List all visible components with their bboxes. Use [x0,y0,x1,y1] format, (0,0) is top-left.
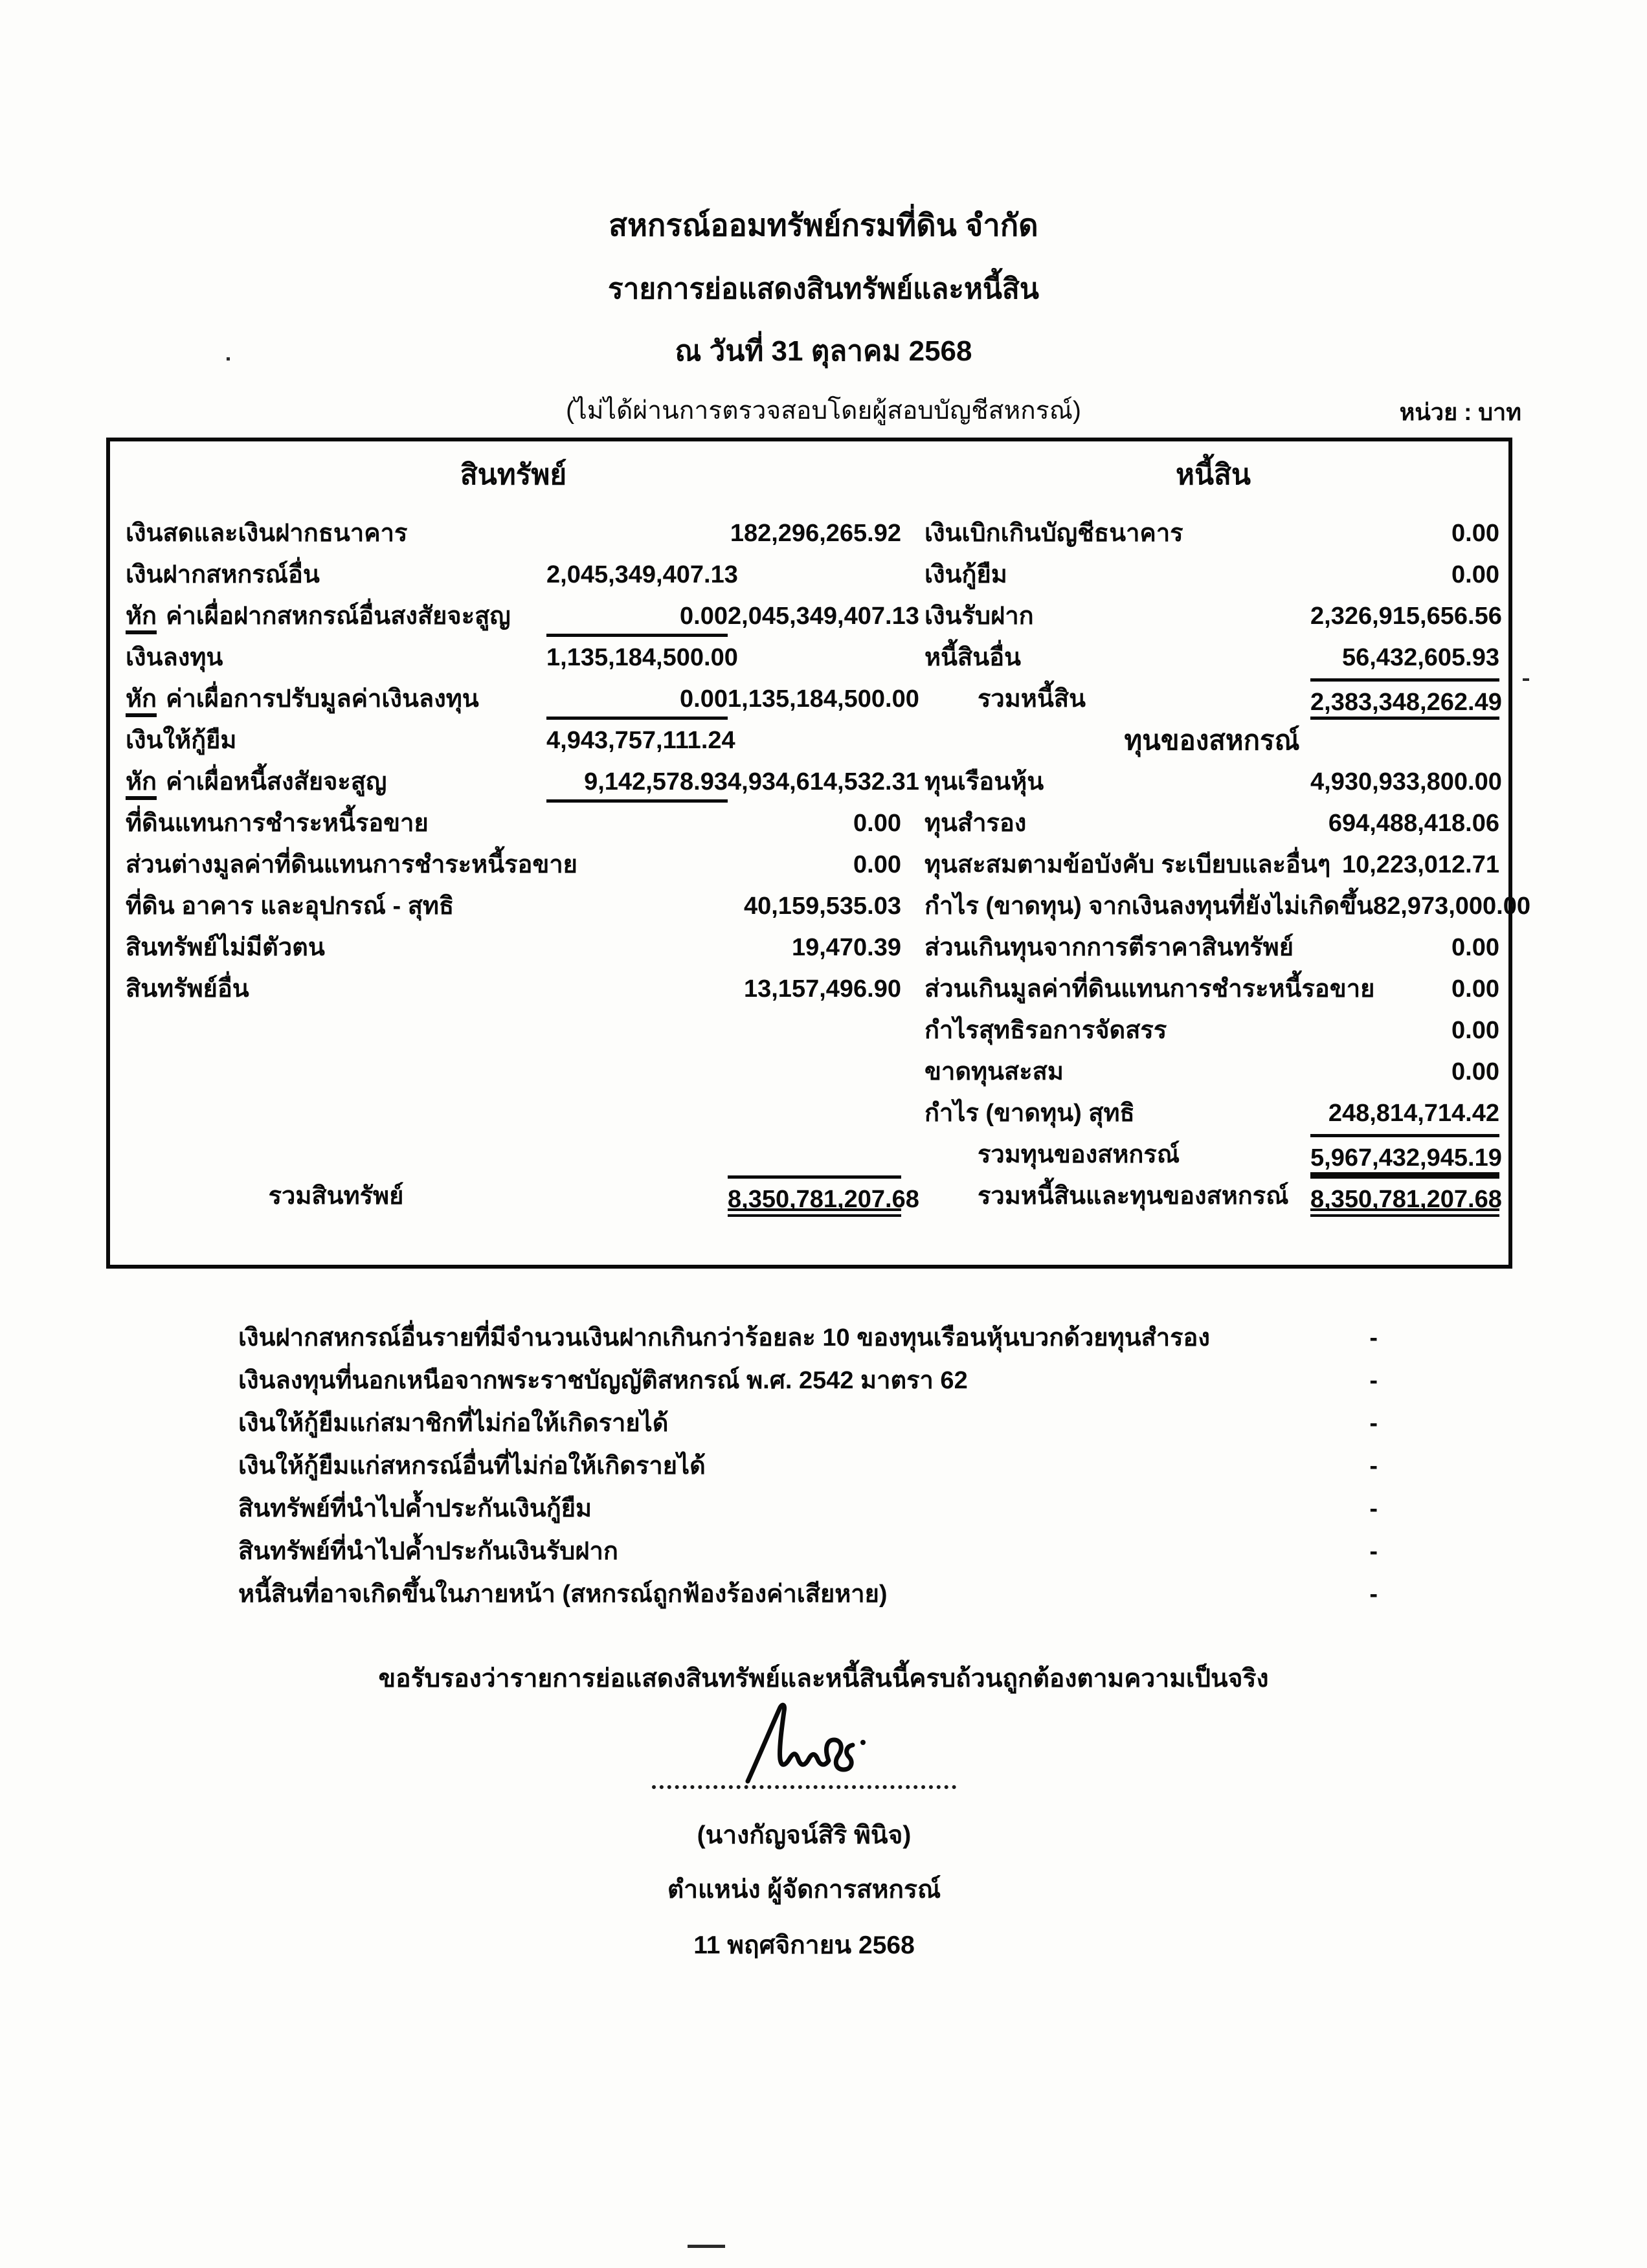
asset-gross-value [577,844,743,885]
asset-gross-value: 1,135,184,500.00 [546,644,738,671]
liability-row-label: กำไร (ขาดทุน) สุทธิ [924,1100,1135,1127]
asset-gross-value: 0.00 [546,678,728,720]
note-row [238,1445,1378,1487]
signature-mark [623,1702,985,1785]
liability-row-label: หนี้สินอื่น [924,644,1021,671]
liability-value: 0.00 [1451,520,1499,547]
liability-row [924,927,1499,968]
liability-value: 0.00 [1451,1058,1499,1085]
liability-row [924,803,1499,844]
signature-block [623,1702,985,1965]
liability-value: 4,930,933,800.00 [1310,768,1502,795]
liability-row [924,678,1502,720]
asset-row [126,720,901,761]
note-value: - [1369,1495,1378,1522]
asset-row [126,637,901,678]
asset-gross-value [546,1175,728,1217]
unaudited-note: (ไม่ได้ผ่านการตรวจสอบโดยผู้สอบบัญชีสหกรณ์) [566,397,1081,425]
liability-value: 2,326,915,656.56 [1310,603,1502,630]
liability-row-label: เงินรับฝาก [924,603,1034,630]
asset-row [126,1134,901,1175]
note-text: เงินลงทุนที่นอกเหนือจากพระราชบัญญัติสหกรณ์ พ.ศ. 2542 มาตรา 62 [238,1367,968,1394]
deduct-prefix: หัก [126,686,157,717]
unit-label: หน่วย : บาท [1399,399,1521,425]
asset-row [126,513,901,554]
liability-value: 694,488,418.06 [1328,810,1499,837]
asset-row [126,1010,901,1051]
asset-net-value [728,637,901,678]
liability-row [924,637,1499,678]
liabilities-rows [924,513,1530,1217]
asset-row [126,595,919,637]
liability-value: 10,223,012.71 [1341,851,1499,878]
asset-net-value: 0.00 [853,851,901,878]
asset-net-value: 0.00 [853,810,901,837]
liability-row [924,968,1499,1010]
asset-row-label [126,1051,546,1093]
asset-gross-value [546,1134,728,1175]
note-text: เงินให้กู้ยืมแก่สหกรณ์อื่นที่ไม่ก่อให้เกิดรายได้ [238,1452,706,1480]
asset-net-value: 8,350,781,207.68 [728,1175,901,1217]
balance-table [106,438,1530,1269]
asset-row-label [126,1093,546,1134]
asset-net-value [728,554,901,595]
note-text: สินทรัพย์ที่นำไปค้ำประกันเงินกู้ยืม [238,1495,592,1522]
liability-row [924,1134,1502,1175]
note-text: เงินฝากสหกรณ์อื่นรายที่มีจำนวนเงินฝากเกินกว่าร้อยละ 10 ของทุนเรือนหุ้นบวกด้วยทุนสำรอง [238,1324,1210,1351]
asset-row [126,1093,901,1134]
handwritten-signature-icon [743,1702,891,1785]
asset-row [126,761,919,803]
signer-position: ตำแหน่ง ผู้จัดการสหกรณ์ [667,1876,941,1904]
asset-gross-value: 4,943,757,111.24 [546,727,735,754]
scan-speckle [227,357,230,361]
note-row [238,1359,1378,1402]
liability-row-label: รวมหนี้สินและทุนของสหกรณ์ [978,1183,1289,1210]
asset-row-label: หัก ค่าเผื่อฝากสหกรณ์อื่นสงสัยจะสูญ [126,595,546,637]
asset-gross-value [546,968,728,1010]
scan-speckle [688,2245,725,2248]
certification-text: ขอรับรองว่ารายการย่อแสดงสินทรัพย์และหนี้สินนี้ครบถ้วนถูกต้องตามความเป็นจริง [378,1665,1269,1693]
note-value: - [1369,1410,1378,1437]
asset-row [126,844,901,885]
asset-row-label: สินทรัพย์อื่น [126,975,249,1003]
liability-value: 0.00 [1451,1017,1499,1044]
asset-row-label: สินทรัพย์ไม่มีตัวตน [126,934,325,961]
signer-name: (นางกัญจน์สิริ พินิจ) [697,1821,912,1849]
liability-value: 82,973,000.00 [1372,893,1530,920]
asset-row [126,803,901,844]
liability-row [924,761,1502,803]
asset-gross-value [546,885,728,927]
liability-value: 2,383,348,262.49 [1310,678,1499,720]
liability-row [924,554,1499,595]
liability-value: 0.00 [1451,934,1499,961]
note-row [238,1487,1378,1530]
asset-net-value: 40,159,535.03 [743,893,901,920]
asset-gross-value: 0.00 [546,595,728,637]
note-text: หนี้สินที่อาจเกิดขึ้นในภายหน้า (สหกรณ์ถูกฟ้องร้องค่าเสียหาย) [238,1581,888,1608]
asset-net-value: 1,135,184,500.00 [728,685,919,713]
asset-row [126,1175,919,1217]
liability-row-label: ทุนเรือนหุ้น [924,768,1044,795]
liability-row [924,1175,1502,1217]
asset-net-value [728,1051,901,1093]
asset-gross-value [546,1093,728,1134]
asset-row [126,968,901,1010]
asset-row-label: เงินให้กู้ยืม [126,727,237,754]
asset-gross-value [546,513,728,554]
note-row [238,1530,1378,1573]
asset-gross-value: 9,142,578.93 [546,761,728,803]
assets-rows [126,513,919,1217]
liability-row-label: ส่วนเกินทุนจากการตีราคาสินทรัพย์ [924,934,1294,961]
liability-row [924,513,1499,554]
asset-row [126,554,901,595]
as-of-date: ณ วันที่ 31 ตุลาคม 2568 [675,335,972,367]
signature-date: 11 พฤศจิกายน 2568 [693,1931,915,1959]
liability-row-label: เงินเบิกเกินบัญชีธนาคาร [924,520,1183,547]
note-row [238,1573,1378,1616]
asset-gross-value [546,803,728,844]
asset-net-value: 19,470.39 [791,934,901,961]
liability-row-label: รวมหนี้สิน [978,685,1086,713]
liability-row-label: ทุนสำรอง [924,810,1027,837]
org-name: สหกรณ์ออมทรัพย์กรมที่ดิน จำกัด [609,208,1038,242]
asset-row-label: ที่ดินแทนการชำระหนี้รอขาย [126,810,429,837]
liability-row-label: ส่วนเกินมูลค่าที่ดินแทนการชำระหนี้รอขาย [924,975,1375,1003]
liability-value: 56,432,605.93 [1341,644,1499,671]
liability-row-label: กำไรสุทธิรอการจัดสรร [924,1017,1167,1044]
asset-row [126,678,919,720]
note-text: เงินให้กู้ยืมแก่สมาชิกที่ไม่ก่อให้เกิดรายได้ [238,1410,669,1437]
asset-row-label: ส่วนต่างมูลค่าที่ดินแทนการชำระหนี้รอขาย [126,851,577,878]
equity-section-title: ทุนของสหกรณ์ [1124,725,1300,755]
note-text: สินทรัพย์ที่นำไปค้ำประกันเงินรับฝาก [238,1538,618,1565]
asset-gross-value [546,927,728,968]
liability-row-label: ขาดทุนสะสม [924,1058,1064,1085]
asset-row-label: ที่ดิน อาคาร และอุปกรณ์ - สุทธิ [126,893,454,920]
asset-row [126,885,901,927]
liability-row [924,885,1530,927]
assets-title: สินทรัพย์ [460,459,567,491]
asset-net-value [728,1134,901,1175]
liability-value: 5,967,432,945.19 [1310,1134,1499,1175]
liability-value: 8,350,781,207.68 [1310,1175,1499,1217]
note-value: - [1369,1452,1378,1480]
liability-row [924,595,1502,637]
scan-speckle [1523,678,1529,681]
asset-gross-value [546,1051,728,1093]
asset-row [126,927,901,968]
liability-row-label: รวมทุนของสหกรณ์ [978,1141,1180,1168]
liability-row-label: เงินกู้ยืม [924,561,1007,588]
note-row [238,1317,1378,1359]
asset-row-label: หัก ค่าเผื่อหนี้สงสัยจะสูญ [126,761,546,803]
liability-row [924,720,1499,761]
deduct-prefix: หัก [126,769,157,800]
liability-row [924,1051,1499,1093]
liability-value: 0.00 [1451,561,1499,588]
asset-net-value [728,1093,901,1134]
asset-net-value: 13,157,496.90 [743,975,901,1003]
asset-row-label: หัก ค่าเผื่อการปรับมูลค่าเงินลงทุน [126,678,546,720]
note-value: - [1369,1581,1378,1608]
asset-net-value: 4,934,614,532.31 [728,768,919,795]
note-row [238,1402,1378,1445]
asset-row-label: เงินสดและเงินฝากธนาคาร [126,520,408,547]
liability-value: 248,814,714.42 [1328,1100,1499,1127]
doc-title: รายการย่อแสดงสินทรัพย์และหนี้สิน [608,273,1039,305]
deduct-prefix: หัก [126,603,157,634]
liability-row [924,1093,1499,1134]
notes-section [238,1317,1378,1616]
note-value: - [1369,1367,1378,1394]
liabilities-title: หนี้สิน [1175,459,1251,491]
asset-row-label: เงินลงทุน [126,644,223,671]
liability-row-label: ทุนสะสมตามข้อบังคับ ระเบียบและอื่นๆ [924,851,1331,878]
liability-row [924,844,1499,885]
asset-net-value: 182,296,265.92 [730,520,901,547]
liability-value: 0.00 [1451,975,1499,1003]
asset-net-value: 2,045,349,407.13 [728,603,919,630]
asset-net-value [728,720,901,761]
note-value: - [1369,1324,1378,1351]
asset-row [126,1051,901,1093]
asset-gross-value: 2,045,349,407.13 [546,561,738,588]
asset-row-label [126,1134,546,1175]
asset-gross-value [546,1010,728,1051]
note-value: - [1369,1538,1378,1565]
signature-line [652,1785,956,1789]
liability-row [924,1010,1499,1051]
asset-net-value [728,1010,901,1051]
asset-row-label: เงินฝากสหกรณ์อื่น [126,561,320,588]
asset-row-label [126,1010,546,1051]
liability-row-label: กำไร (ขาดทุน) จากเงินลงทุนที่ยังไม่เกิดขึ้น [924,893,1373,920]
asset-row-label: รวมสินทรัพย์ [268,1183,404,1210]
